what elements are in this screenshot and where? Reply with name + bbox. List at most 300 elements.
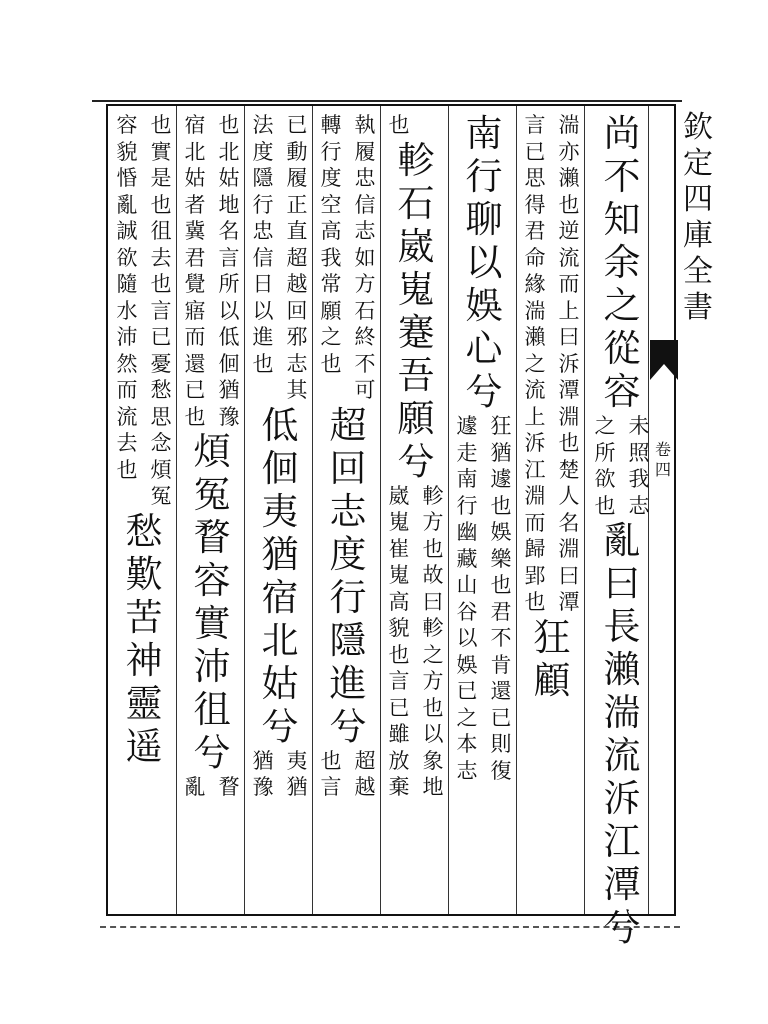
book-title xyxy=(678,110,718,326)
commentary-glyph: 度 xyxy=(320,166,342,190)
commentary-glyph: 以 xyxy=(422,722,444,746)
commentary-left xyxy=(314,748,348,801)
commentary-glyph: 則 xyxy=(490,732,512,756)
commentary-glyph: 忠 xyxy=(252,219,274,243)
commentary-glyph: 也 xyxy=(252,351,274,376)
commentary-right xyxy=(144,112,178,510)
main-glyph: 容 xyxy=(193,559,231,602)
commentary-glyph: 流 xyxy=(116,404,138,429)
commentary-glyph: 欲 xyxy=(594,467,616,491)
commentary-glyph: 南 xyxy=(456,467,478,491)
commentary-glyph: 復 xyxy=(490,758,512,783)
main-glyph: 曰 xyxy=(603,562,641,605)
main-glyph: 娛 xyxy=(465,284,503,327)
commentary-glyph: 煩 xyxy=(150,457,172,482)
commentary-glyph: 欲 xyxy=(116,245,138,270)
main-text xyxy=(600,519,644,949)
commentary-glyph: 也 xyxy=(184,404,206,429)
commentary-glyph: 名 xyxy=(558,510,580,535)
main-glyph: 神 xyxy=(125,638,163,682)
commentary-glyph: 日 xyxy=(252,272,274,296)
commentary-glyph: 已 xyxy=(184,378,206,402)
commentary-glyph: 也 xyxy=(558,431,580,455)
glyph: 四 xyxy=(654,460,671,479)
main-glyph: 湍 xyxy=(603,691,641,734)
main-glyph: 願 xyxy=(397,396,435,440)
commentary-left xyxy=(518,112,552,616)
commentary-glyph: 已 xyxy=(490,705,512,730)
text-column-8 xyxy=(110,112,178,768)
commentary-glyph: 猶 xyxy=(252,748,274,773)
main-glyph: 南 xyxy=(465,112,503,155)
commentary-glyph: 也 xyxy=(320,748,342,773)
commentary-glyph: 走 xyxy=(456,440,478,465)
commentary-glyph: 沛 xyxy=(116,325,138,349)
main-glyph: 度 xyxy=(329,532,367,576)
main-glyph: 佪 xyxy=(261,446,299,490)
commentary-glyph: 志 xyxy=(354,219,376,243)
commentary-glyph: 邪 xyxy=(286,325,308,349)
commentary-glyph: 瀨 xyxy=(524,325,546,349)
commentary-glyph: 願 xyxy=(320,298,342,323)
main-glyph: 回 xyxy=(329,446,367,490)
commentary-glyph: 亂 xyxy=(184,775,206,799)
commentary-glyph: 夷 xyxy=(286,748,308,773)
commentary-glyph: 信 xyxy=(354,192,376,217)
commentary-glyph: 執 xyxy=(354,113,376,137)
commentary-glyph: 行 xyxy=(456,493,478,518)
main-glyph: 余 xyxy=(603,241,641,284)
commentary xyxy=(246,112,314,404)
commentary-glyph: 也 xyxy=(150,272,172,296)
commentary-left xyxy=(382,112,416,139)
main-glyph: 狂 xyxy=(533,615,571,659)
commentary-left xyxy=(178,112,212,430)
commentary-glyph: 不 xyxy=(490,626,512,650)
commentary-right xyxy=(622,413,656,519)
commentary-glyph: 君 xyxy=(524,219,546,243)
main-glyph: 瀨 xyxy=(603,648,641,691)
commentary xyxy=(382,483,450,801)
text-column-3 xyxy=(450,112,518,784)
commentary-left xyxy=(246,748,280,801)
text-column-7 xyxy=(178,112,246,801)
commentary-glyph: 言 xyxy=(320,775,342,799)
commentary-left xyxy=(178,774,212,801)
commentary-right xyxy=(484,413,518,784)
main-glyph: 遥 xyxy=(125,724,163,768)
main-glyph: 北 xyxy=(261,618,299,662)
commentary-glyph: 也 xyxy=(490,493,512,518)
commentary-glyph: 履 xyxy=(286,166,308,190)
commentary-glyph: 也 xyxy=(320,351,342,376)
main-glyph: 長 xyxy=(603,605,641,648)
main-glyph: 苦 xyxy=(125,595,163,639)
commentary-glyph: 北 xyxy=(218,139,240,164)
commentary-glyph: 淵 xyxy=(524,484,546,508)
main-glyph: 心 xyxy=(465,327,503,370)
commentary-glyph: 藏 xyxy=(456,546,478,571)
commentary-glyph: 崴 xyxy=(388,483,410,508)
commentary-glyph: 也 xyxy=(558,192,580,217)
commentary-glyph: 法 xyxy=(252,113,274,137)
commentary-glyph: 之 xyxy=(524,351,546,376)
main-text xyxy=(258,404,302,748)
commentary-glyph: 可 xyxy=(354,378,376,402)
commentary xyxy=(382,112,450,139)
commentary-glyph: 低 xyxy=(218,325,240,349)
main-text xyxy=(530,616,574,702)
commentary-glyph: 遽 xyxy=(456,414,478,438)
commentary-glyph: 直 xyxy=(286,219,308,243)
commentary-glyph: 高 xyxy=(388,589,410,614)
commentary xyxy=(110,112,178,510)
commentary-glyph: 覺 xyxy=(184,272,206,296)
glyph: 定 xyxy=(683,146,713,181)
top-rule xyxy=(92,100,682,102)
commentary-glyph: 湍 xyxy=(558,113,580,137)
main-glyph: 蹇 xyxy=(397,310,435,354)
text-column-6 xyxy=(246,112,314,801)
main-glyph: 行 xyxy=(465,155,503,198)
main-glyph: 潭 xyxy=(603,863,641,906)
main-glyph: 不 xyxy=(603,155,641,198)
commentary-glyph: 泝 xyxy=(558,351,580,376)
commentary-glyph: 空 xyxy=(320,192,342,217)
main-glyph: 姑 xyxy=(261,661,299,705)
commentary-glyph: 常 xyxy=(320,272,342,296)
commentary-glyph: 也 xyxy=(218,113,240,137)
commentary-glyph: 流 xyxy=(558,245,580,270)
commentary-glyph: 已 xyxy=(150,325,172,349)
commentary-glyph: 所 xyxy=(594,440,616,465)
commentary-glyph: 以 xyxy=(456,626,478,650)
commentary-glyph: 幽 xyxy=(456,520,478,544)
commentary-glyph: 郢 xyxy=(524,563,546,588)
main-glyph: 江 xyxy=(603,820,641,863)
commentary-glyph: 逆 xyxy=(558,219,580,243)
commentary-glyph: 谷 xyxy=(456,599,478,624)
text-column-1 xyxy=(588,112,656,949)
commentary xyxy=(588,413,656,519)
commentary-glyph: 上 xyxy=(524,404,546,429)
commentary-glyph: 豫 xyxy=(218,404,240,429)
commentary-glyph: 不 xyxy=(354,351,376,376)
commentary-glyph: 猶 xyxy=(490,440,512,465)
main-glyph: 夷 xyxy=(261,489,299,533)
commentary-glyph: 度 xyxy=(252,139,274,164)
commentary-glyph: 湍 xyxy=(524,298,546,323)
commentary-glyph: 如 xyxy=(354,245,376,270)
commentary-glyph: 終 xyxy=(354,325,376,349)
commentary-glyph: 行 xyxy=(320,139,342,164)
commentary-glyph: 也 xyxy=(422,536,444,561)
main-glyph: 愁 xyxy=(125,509,163,553)
main-glyph: 容 xyxy=(603,370,641,413)
main-glyph: 崴 xyxy=(397,224,435,268)
commentary-glyph: 而 xyxy=(558,272,580,296)
commentary-glyph: 愁 xyxy=(150,378,172,402)
commentary-left xyxy=(246,112,280,404)
commentary-glyph: 容 xyxy=(116,113,138,137)
commentary-glyph: 之 xyxy=(456,705,478,730)
commentary-right xyxy=(552,112,586,616)
commentary-glyph: 淵 xyxy=(558,537,580,561)
main-glyph: 瞀 xyxy=(193,516,231,559)
commentary-glyph: 地 xyxy=(218,192,240,217)
main-glyph: 嵬 xyxy=(397,267,435,311)
commentary-glyph: 照 xyxy=(628,440,650,465)
commentary-glyph: 歸 xyxy=(524,537,546,561)
commentary-glyph: 信 xyxy=(252,245,274,270)
commentary-right xyxy=(416,483,450,801)
commentary-glyph: 忠 xyxy=(354,166,376,190)
commentary-glyph: 隱 xyxy=(252,166,274,190)
commentary xyxy=(246,748,314,801)
commentary xyxy=(314,748,382,801)
commentary-glyph: 思 xyxy=(524,166,546,190)
commentary xyxy=(178,774,246,801)
commentary-glyph: 地 xyxy=(422,775,444,799)
commentary-glyph: 娛 xyxy=(456,652,478,677)
commentary-glyph: 嵬 xyxy=(388,563,410,587)
commentary-glyph: 以 xyxy=(218,298,240,323)
commentary-glyph: 已 xyxy=(456,679,478,703)
commentary-glyph: 人 xyxy=(558,484,580,508)
glyph: 卷 xyxy=(654,440,671,459)
commentary-glyph: 也 xyxy=(594,493,616,518)
commentary-glyph: 所 xyxy=(218,272,240,296)
commentary-glyph: 遽 xyxy=(490,467,512,491)
main-glyph: 聊 xyxy=(465,198,503,241)
commentary-glyph: 山 xyxy=(456,573,478,597)
commentary-glyph: 已 xyxy=(524,139,546,164)
commentary-glyph: 言 xyxy=(388,669,410,693)
commentary-glyph: 也 xyxy=(150,113,172,137)
main-glyph: 超 xyxy=(329,403,367,447)
commentary-glyph: 憂 xyxy=(150,351,172,376)
glyph: 四 xyxy=(683,182,713,217)
main-glyph: 亂 xyxy=(603,519,641,562)
commentary-glyph: 軫 xyxy=(422,483,444,508)
commentary-glyph: 也 xyxy=(422,695,444,720)
commentary-glyph: 方 xyxy=(354,272,376,296)
main-glyph: 兮 xyxy=(193,731,231,774)
commentary xyxy=(450,413,518,784)
commentary-glyph: 嵬 xyxy=(388,510,410,534)
main-glyph: 歎 xyxy=(125,552,163,596)
commentary-right xyxy=(280,748,314,801)
commentary-glyph: 然 xyxy=(116,351,138,376)
main-glyph: 兮 xyxy=(397,439,435,483)
main-glyph: 低 xyxy=(261,403,299,447)
commentary-glyph: 惛 xyxy=(116,166,138,190)
main-glyph: 之 xyxy=(603,284,641,327)
main-glyph: 從 xyxy=(603,327,641,370)
commentary-left xyxy=(450,413,484,784)
main-glyph: 進 xyxy=(329,661,367,705)
text-column-2 xyxy=(518,112,586,702)
commentary-glyph: 動 xyxy=(286,139,308,164)
commentary-glyph: 亦 xyxy=(558,139,580,164)
main-glyph: 兮 xyxy=(465,370,503,413)
commentary-glyph: 之 xyxy=(320,325,342,349)
commentary-glyph: 娛 xyxy=(490,520,512,544)
commentary-glyph: 之 xyxy=(422,642,444,667)
commentary-glyph: 履 xyxy=(354,139,376,164)
main-glyph: 兮 xyxy=(603,906,641,949)
commentary xyxy=(314,112,382,404)
commentary-glyph: 本 xyxy=(456,732,478,756)
main-text xyxy=(326,404,370,748)
main-text xyxy=(190,430,234,774)
commentary-glyph: 超 xyxy=(354,748,376,773)
commentary xyxy=(518,112,586,616)
commentary-glyph: 轉 xyxy=(320,113,342,137)
commentary-glyph: 瞀 xyxy=(218,775,240,799)
commentary-glyph: 冀 xyxy=(184,219,206,243)
commentary-glyph: 流 xyxy=(524,378,546,402)
commentary-glyph: 實 xyxy=(150,139,172,164)
commentary-glyph: 水 xyxy=(116,298,138,323)
commentary-glyph: 冤 xyxy=(150,484,172,508)
main-glyph: 沛 xyxy=(193,645,231,688)
main-glyph: 顧 xyxy=(533,658,571,702)
commentary-glyph: 棄 xyxy=(388,775,410,799)
commentary-glyph: 思 xyxy=(150,404,172,429)
commentary-left xyxy=(314,112,348,404)
commentary-glyph: 超 xyxy=(286,245,308,270)
commentary-glyph: 越 xyxy=(286,272,308,296)
commentary-glyph: 也 xyxy=(388,113,410,137)
commentary-glyph: 緣 xyxy=(524,272,546,296)
commentary-glyph: 也 xyxy=(388,642,410,667)
commentary-left xyxy=(382,483,416,801)
commentary-right xyxy=(212,112,246,430)
commentary-glyph: 念 xyxy=(150,431,172,455)
commentary-glyph: 我 xyxy=(628,467,650,491)
commentary-glyph: 還 xyxy=(184,351,206,376)
commentary-glyph: 貌 xyxy=(116,139,138,164)
commentary-glyph: 隨 xyxy=(116,272,138,296)
commentary-right xyxy=(348,748,382,801)
glyph: 庫 xyxy=(683,218,713,253)
commentary-glyph: 進 xyxy=(252,325,274,349)
commentary-glyph: 也 xyxy=(150,192,172,217)
commentary-glyph: 江 xyxy=(524,457,546,482)
commentary-glyph: 象 xyxy=(422,748,444,773)
commentary-glyph: 以 xyxy=(252,298,274,323)
commentary-glyph: 瀨 xyxy=(558,166,580,190)
main-glyph: 軫 xyxy=(397,138,435,182)
commentary-glyph: 豫 xyxy=(252,775,274,799)
commentary-glyph: 徂 xyxy=(150,219,172,243)
glyph: 書 xyxy=(683,290,713,325)
commentary-left xyxy=(110,112,144,510)
main-glyph: 兮 xyxy=(329,704,367,748)
main-glyph: 知 xyxy=(603,198,641,241)
main-glyph: 兮 xyxy=(261,704,299,748)
main-text xyxy=(394,139,438,483)
main-glyph: 宿 xyxy=(261,575,299,619)
commentary-glyph: 君 xyxy=(184,245,206,270)
commentary-glyph: 我 xyxy=(320,245,342,270)
main-glyph: 以 xyxy=(465,241,503,284)
commentary-glyph: 得 xyxy=(524,192,546,217)
commentary-glyph: 志 xyxy=(286,351,308,376)
commentary-glyph: 者 xyxy=(184,192,206,217)
commentary-glyph: 貌 xyxy=(388,616,410,640)
commentary-glyph: 潭 xyxy=(558,378,580,402)
commentary-glyph: 行 xyxy=(252,192,274,217)
commentary-glyph: 志 xyxy=(456,758,478,783)
commentary-right xyxy=(280,112,314,404)
main-glyph: 猶 xyxy=(261,532,299,576)
main-glyph: 靈 xyxy=(125,681,163,725)
commentary-glyph: 寤 xyxy=(184,298,206,323)
commentary-glyph: 其 xyxy=(286,378,308,402)
main-glyph: 志 xyxy=(329,489,367,533)
commentary-glyph: 放 xyxy=(388,748,410,773)
commentary-glyph: 未 xyxy=(628,414,650,438)
commentary-glyph: 石 xyxy=(354,298,376,323)
commentary-glyph: 還 xyxy=(490,679,512,703)
main-text xyxy=(600,112,644,413)
main-glyph: 行 xyxy=(329,575,367,619)
main-glyph: 石 xyxy=(397,181,435,225)
commentary-glyph: 正 xyxy=(286,192,308,217)
commentary-glyph: 去 xyxy=(150,245,172,270)
glyph: 欽 xyxy=(683,110,713,145)
commentary-glyph: 而 xyxy=(116,378,138,402)
main-glyph: 泝 xyxy=(603,777,641,820)
commentary-glyph: 楚 xyxy=(558,457,580,482)
main-glyph: 徂 xyxy=(193,688,231,731)
main-text xyxy=(122,510,166,768)
main-glyph: 流 xyxy=(603,734,641,777)
commentary-glyph: 回 xyxy=(286,298,308,323)
commentary-glyph: 潭 xyxy=(558,590,580,614)
commentary-glyph: 誠 xyxy=(116,219,138,243)
text-column-5 xyxy=(314,112,382,801)
text-column-4 xyxy=(382,112,450,801)
commentary-glyph: 狂 xyxy=(490,414,512,438)
commentary-glyph: 姑 xyxy=(218,166,240,190)
commentary-glyph: 樂 xyxy=(490,546,512,571)
commentary-glyph: 而 xyxy=(524,510,546,535)
main-glyph: 煩 xyxy=(193,430,231,473)
commentary-glyph: 故 xyxy=(422,563,444,587)
commentary-glyph: 言 xyxy=(218,245,240,270)
commentary-glyph: 去 xyxy=(116,431,138,455)
main-text xyxy=(462,112,506,413)
commentary-glyph: 泝 xyxy=(524,431,546,455)
commentary-glyph: 而 xyxy=(184,325,206,349)
commentary-right xyxy=(416,112,450,139)
commentary-glyph: 言 xyxy=(150,298,172,323)
commentary-glyph: 已 xyxy=(286,113,308,137)
main-glyph: 尚 xyxy=(603,112,641,155)
commentary-glyph: 淵 xyxy=(558,404,580,429)
commentary-glyph: 高 xyxy=(320,219,342,243)
commentary-glyph: 曰 xyxy=(422,589,444,614)
commentary-glyph: 志 xyxy=(628,493,650,518)
commentary-glyph: 曰 xyxy=(558,563,580,588)
commentary-glyph: 雖 xyxy=(388,722,410,746)
commentary xyxy=(178,112,246,430)
commentary-glyph: 軫 xyxy=(422,616,444,640)
commentary-glyph: 越 xyxy=(354,775,376,799)
